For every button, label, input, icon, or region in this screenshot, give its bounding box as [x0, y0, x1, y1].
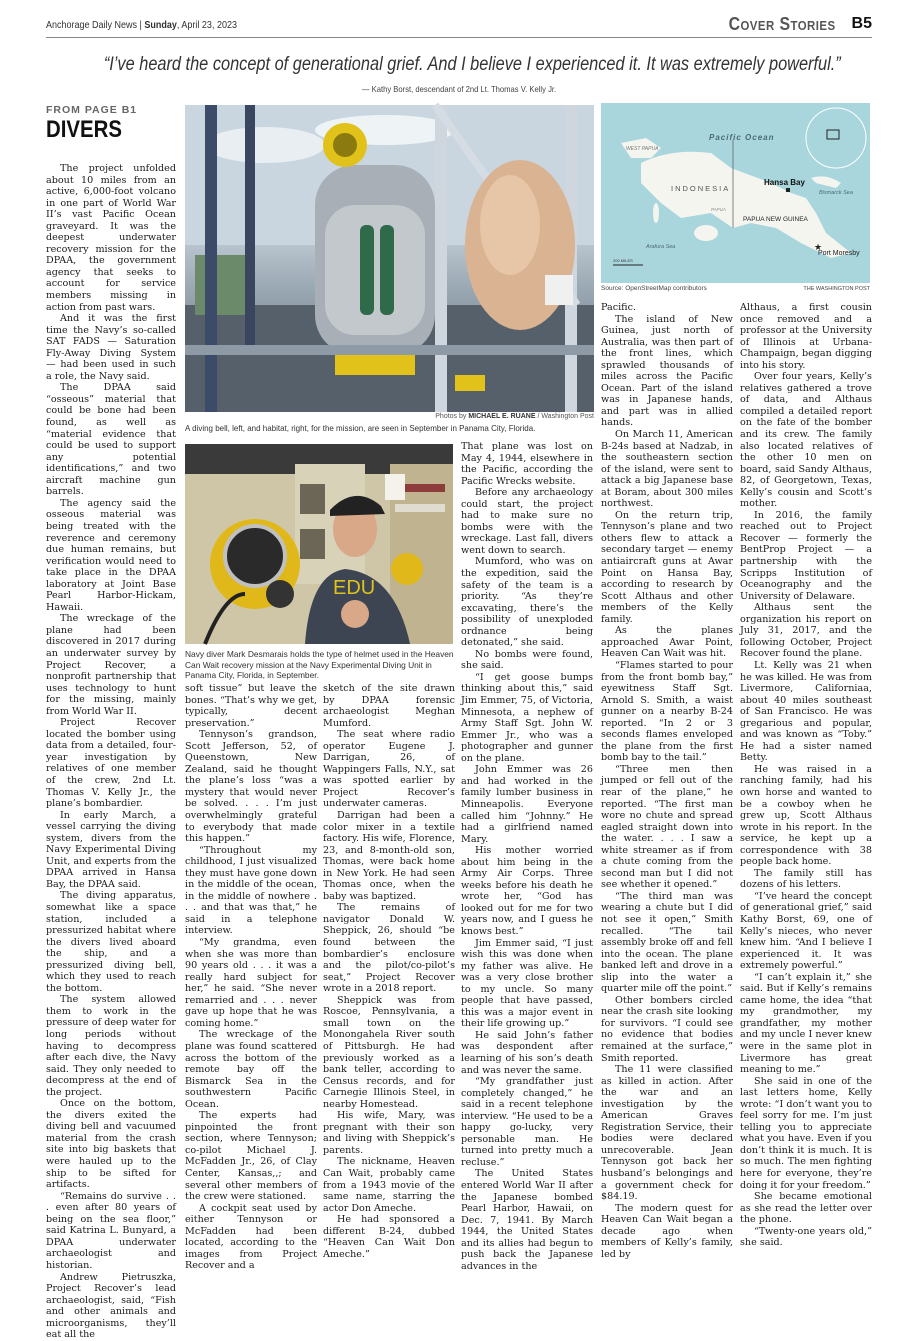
article-paragraph: He had sponsored a different B-24, dubbed “Heaven Can Wait Don Ameche.” [323, 1214, 455, 1260]
article-paragraph: “I can’t explain it,” she said. But if Kelly’s remains came home, the idea “that my grandmother, my grandfather, my mother and my uncle I never knew were in the same plot in Livermore has great meaning to me.” [740, 971, 872, 1076]
article-paragraph: The United States entered World War II after the Japanese bombed Pearl Harbor, Hawaii, on Dec. 7, 1941. By March 1944, the United States and its allies had begun to push back the Japanese advances in the [461, 1168, 593, 1272]
article-paragraph: He was raised in a ranching family, had his own horse and wanted to be a cowboy when he grew up, Scott Althaus wrote in his report. In the service, he kept up a correspondence with 38 people back home. [740, 763, 872, 868]
article-paragraph: soft tissue” but leave the bones. “That’s why we get, typically, decent preservation.” [185, 683, 317, 729]
article-paragraph: Sheppick was from Roscoe, Pennsylvania, a small town on the Monongahela River south of Pittsburgh. He had previously worked as a bank teller, according to Census records, and for Carnegie Illinois Steel, in nearby Homestead. [323, 994, 455, 1110]
article-paragraph: On the return trip, Tennyson’s plane and two others flew to attack a secondary target — enemy antiaircraft guns at Awar Point on Hansa Bay, according to research by Scott Althaus and other members of the Kelly family. [601, 509, 733, 625]
article-paragraph: Mumford, who was on the expedition, said the safety of the team is a priority. “As they’re excavating, there’s the possibility of unexploded ordnance being detonated,” she said. [461, 556, 593, 649]
diver-illustration [185, 444, 453, 644]
article-paragraph: “Remains do survive . . . even after 80 years of being on the sea floor,” said Katrina L. Bunyard, a DPAA underwater archaeologist and historian. [46, 1190, 176, 1271]
article-paragraph: Lt. Kelly was 21 when he was killed. He was from Livermore, Californiaa, about 40 miles southeast of San Francisco. He was gregarious and popular, and was known as “Toby.” He had a sister named Betty. [740, 659, 872, 764]
date: , April 23, 2023 [176, 20, 237, 31]
article-paragraph: Once on the bottom, the divers exited the diving bell and vacuumed material from the crash site into big baskets that were hauled up to the ship to be sifted for artifacts. [46, 1098, 176, 1191]
article-paragraph: His mother worried about him being in the Army Air Corps. Three weeks before his death he wrote her, “God has looked out for me for two years now, and I guess he knows best.” [461, 845, 593, 937]
dateline [46, 20, 237, 31]
article-paragraph: “Three men then jumped or fell out of the rear of the plane,” he reported. “The first man wore no chute and spread eagled straight down into the water. . . . I saw a white streamer as if from a chute coming from the second man but I did not see whether it opened.” [601, 763, 733, 891]
article-paragraph: The modern quest for Heaven Can Wait began a decade ago when members of Kelly’s family, led by [601, 1202, 733, 1260]
diving-bell-illustration [185, 105, 594, 412]
label-west-papua: WEST PAPUA [626, 146, 659, 152]
headline: DIVERS [46, 116, 122, 143]
credit-name: MICHAEL E. RUANE [468, 413, 536, 420]
map-organization: THE WASHINGTON POST [803, 286, 870, 292]
article-paragraph: “My grandma, even when she was more than 90 years old . . . it was a really hard subject for her,” he said. “She never remarried and . . . never gave up hope that he was coming home.” [185, 937, 317, 1029]
article-paragraph: The 11 were classified as killed in action. After the war and an investigation by the American Graves Registration Service, their bodies were declared unrecoverable. Jean Tennyson got back her husband’s belongings and a government check for $84.19. [601, 1064, 733, 1203]
article-paragraph: Althaus sent the organization his report on July 31, 2017, and the following October, Project Recover found the plane. [740, 602, 872, 660]
article-paragraph: The system allowed them to work in the pressure of deep water for long periods without having to decompress after each dive, the Navy said. They only needed to decompress at the end of the project. [46, 994, 176, 1098]
article-paragraph: His wife, Mary, was pregnant with their son and living with Sheppick’s parents. [323, 1110, 455, 1156]
page-number: B5 [851, 15, 872, 32]
masthead-rule [46, 37, 872, 38]
map-source: Source: OpenStreetMap contributors [601, 285, 707, 292]
article-column-3 [323, 683, 455, 1260]
article-paragraph: That plane was lost on May 4, 1944, elsewhere in the Pacific, according the Pacific Wrecks website. [461, 441, 593, 487]
label-indonesia: INDONESIA [671, 184, 731, 193]
map-graphic [601, 103, 870, 283]
article-paragraph: The wreckage of the plane had been discovered in 2017 during an underwater survey by Project Recover, a nonprofit partnership that uses technology to hunt for the missing, mainly from World War II. [46, 613, 176, 717]
article-paragraph: The diving apparatus, somewhat like a space station, included a pressurized habitat where the divers lived aboard the ship, and a pressurized diving bell, which they used to reach the bottom. [46, 890, 176, 994]
article-paragraph: The project unfolded about 10 miles from an active, 6,000-foot volcano in one part of World War II’s vast Pacific Ocean graveyard. It was the deepest underwater recovery mission for the DPAA, the government agency that seeks to account for service members missing in action from past wars. [46, 163, 176, 313]
article-paragraph: The family still has dozens of his letters. [740, 867, 872, 891]
article-paragraph: And it was the first time the Navy’s so-called SAT FADS — Saturation Fly-Away Diving System — had been used in such a role, the Navy said. [46, 313, 176, 382]
article-paragraph: The DPAA said “osseous” material that could be bone had been found, as well as “material evidence that could be used to support any potential identifications,” and two aircraft machine gun barrels. [46, 382, 176, 498]
article-paragraph: “I get goose bumps thinking about this,” said Jim Emmer, 75, of Victoria, Minnesota, a nephew of Army Staff Sgt. John W. Emmer Jr., who was a photographer and gunner on the plane. [461, 671, 593, 764]
label-bismarck-sea: Bismarck Sea [819, 190, 853, 196]
photo-diving-bell [185, 105, 594, 412]
article-paragraph: In early March, a vessel carrying the diving system, divers from the Navy Experimental Diving Unit, and experts from the DPAA arrived in Hansa Bay, the DPAA said. [46, 809, 176, 890]
port-moresby-star-icon: ★ [814, 242, 823, 252]
article-paragraph: “Twenty-one years old,” she said. [740, 1225, 872, 1249]
credit-prefix: Photos by [435, 413, 469, 420]
article-paragraph: Other bombers circled near the crash site looking for survivors. “I could see no evidence that bodies remained at the surface,” Smith reported. [601, 994, 733, 1064]
article-paragraph: “Throughout my childhood, I just visualized they must have gone down in the middle of the ocean, in the middle of nowhere . . . and that was that,” he said in a telephone interview. [185, 844, 317, 937]
article-paragraph: John Emmer was 26 and had worked in the family lumber business in Minneapolis. Everyone called him “Johnny.” He had a girlfriend named Mary. [461, 764, 593, 845]
article-paragraph: The wreckage of the plane was found scattered across the bottom of the remote bay off the Bismarck Sea in the southwestern Pacific Ocean. [185, 1029, 317, 1110]
article-paragraph: sketch of the site drawn by DPAA forensic archaeologist Meghan Mumford. [323, 683, 455, 729]
article-paragraph: Althaus, a first cousin once removed and a professor at the University of Illinois at Urbana-Champaign, began digging into his story. [740, 302, 872, 371]
article-paragraph: “Flames started to pour from the front bomb bay,” eyewitness Staff Sgt. Arnold S. Smith, a waist gunner on a nearby B-24 reported. “In 2 or 3 seconds flames enveloped the plane from the first bomb bay to the tail.” [601, 659, 733, 764]
article-paragraph: A cockpit seat used by either Tennyson or McFadden had been located, according to the images from Project Recover and a [185, 1202, 317, 1272]
photo-caption-diver: Navy diver Mark Desmarais holds the type of helmet used in the Heaven Can Wait recovery mission at the Navy Experimental Diving Unit in Panama City, Florida, in September. [185, 649, 454, 680]
article-paragraph: The remains of navigator Donald W. Sheppick, 26, should “be found between the bombardier’s enclosure and the pilot/co-pilot’s seat,” Project Recover wrote in a 2018 report. [323, 902, 455, 995]
article-paragraph: Over four years, Kelly’s relatives gathered a trove of data, and Althaus compiled a detailed report on the fate of the bomber and its crew. The family also located relatives of the other 10 men on board, said Sandy Althaus, 82, of Georgetown, Texas, Kelly’s cousin and Scott’s mother. [740, 371, 872, 510]
photo-diver-helmet [185, 444, 453, 644]
label-papua: PAPUA [711, 207, 726, 212]
masthead [46, 14, 872, 38]
day: Sunday [144, 20, 177, 31]
pull-quote-attribution: — Kathy Borst, descendant of 2nd Lt. Thomas V. Kelly Jr. [361, 84, 557, 94]
paper-name: Anchorage Daily News [46, 20, 138, 31]
section-name: Cover Stories [729, 14, 836, 34]
hansa-bay-marker [786, 188, 790, 192]
label-arafura-sea: Arafura Sea [646, 244, 676, 250]
article-column-4 [461, 441, 593, 1272]
article-paragraph: The nickname, Heaven Can Wait, probably came from a 1943 movie of the same name, starring the actor Don Ameche. [323, 1156, 455, 1214]
article-paragraph: As the planes approached Awar Point, Heaven Can Wait was hit. [601, 625, 733, 660]
article-paragraph: On March 11, American B-24s based at Nadzab, in the southeastern section of the island, were sent to attack a big Japanese base at Boram, about 300 miles northwest. [601, 429, 733, 510]
article-paragraph: “I’ve heard the concept of generational grief,” said Kathy Borst, 69, one of Kelly’s nieces, who never knew him. “And I believe I experienced it. It was extremely powerful.” [740, 890, 872, 972]
label-pacific-ocean: Pacific Ocean [709, 133, 775, 142]
article-paragraph: “My grandfather just completely changed,” he said in a recent telephone interview. “He used to be a happy go-lucky, very personable man. He turned into pretty much a recluse.” [461, 1076, 593, 1168]
article-paragraph: The island of New Guinea, just north of Australia, was then part of the front lines, which sprawled thousands of miles across the Pacific Ocean. Part of the island was in Japanese hands, and part was in allied hands. [601, 313, 733, 429]
article-paragraph: Before any archaeology could start, the project had to make sure no bombs were with the wreckage. Last fall, divers went down to search. [461, 487, 593, 556]
label-scale: 200 MILES [613, 258, 633, 263]
article-paragraph: No bombs were found, she said. [461, 648, 593, 672]
photo-caption-diving-bell: A diving bell, left, and habitat, right, for the mission, are seen in September in Panama City, Florida. [185, 423, 536, 433]
article-paragraph: The agency said the osseous material was being treated with the reverence and ceremony due human remains, but verification would need to take place in the DPAA laboratory at Joint Base Pearl Harbor-Hickam, Hawaii. [46, 497, 176, 613]
article-paragraph: She said in one of the last letters home, Kelly wrote: “I don’t want you to feel sorry for me. I’m just telling you to appreciate what you have. Even if you don’t think it is much. It is so much. The men fighting here for everyone, they’re doing it for your freedom.” [740, 1075, 872, 1191]
article-paragraph: She became emotional as she read the letter over the phone. [740, 1191, 872, 1226]
article-paragraph: “The third man was wearing a chute but I did not see it open,” Smith recalled. “The tail assembly broke off and fell into the ocean. The plane banked left and drove in a slip into the water a quarter mile off the point.” [601, 890, 733, 995]
article-paragraph: Tennyson’s grandson, Scott Jefferson, 52, of Queenstown, New Zealand, said he thought the plane’s loss “was a mystery that would never be solved. . . . I’m just overwhelmingly grateful to everybody that made this happen.” [185, 729, 317, 845]
article-column-5 [601, 302, 733, 1260]
locator-map [601, 103, 870, 283]
article-paragraph: He said John’s father was despondent after learning of his son’s death and was never the same. [461, 1029, 593, 1076]
article-paragraph: Andrew Pietruszka, Project Recover’s lead archaeologist, said, “Fish and other animals and microorganisms, they’ll eat all the [46, 1271, 176, 1341]
article-paragraph: The experts had pinpointed the front section, where Tennyson; co-pilot Michael J. McFadden Jr., 26, of Clay Center, Kansas,,; and several other members of the crew were stationed. [185, 1110, 317, 1203]
article-paragraph: Darrigan had been a color mixer in a textile factory. His wife, Florence, 23, and 8-month-old son, Thomas, were back home in New York. He had seen Thomas once, when the baby was baptized. [323, 810, 455, 902]
article-paragraph: Jim Emmer said, “I just wish this was done when my father was alive. He was a very close brother to my uncle. So many people that have passed, this was a major event in their life growing up.” [461, 937, 593, 1030]
label-port-moresby: Port Moresby [818, 250, 860, 257]
article-paragraph: Pacific. [601, 302, 637, 313]
article-column-2 [185, 683, 317, 1272]
pull-quote: “I’ve heard the concept of generational grief. And I believe I experienced it. It was extremely powerful.” [103, 54, 841, 75]
credit-suffix: / Washington Post [535, 413, 594, 420]
separator: | [139, 20, 142, 31]
label-papua-new-guinea: PAPUA NEW GUINEA [743, 216, 808, 223]
kicker: FROM PAGE B1 [46, 104, 138, 116]
article-column-6 [740, 302, 872, 1249]
label-hansa-bay: Hansa Bay [764, 178, 805, 187]
shirt-text: EDU [333, 577, 376, 599]
article-paragraph: In 2016, the family reached out to Project Recover — formerly the BentProp Project — a partnership with the Scripps Institution of Oceanography and the University of Delaware. [740, 509, 872, 602]
photo-credit [185, 413, 594, 420]
article-paragraph: The seat where radio operator Eugene J. Darrigan, 26, of Wappingers Falls, N.Y., sat was spotted earlier by Project Recover’s underwater cameras. [323, 729, 455, 810]
article-paragraph: Project Recover located the bomber using data from a detailed, four-year investigation by relatives of one member of the crew, 2nd Lt. Thomas V. Kelly Jr., the plane’s bombardier. [46, 717, 176, 810]
article-column-1 [46, 163, 176, 1341]
